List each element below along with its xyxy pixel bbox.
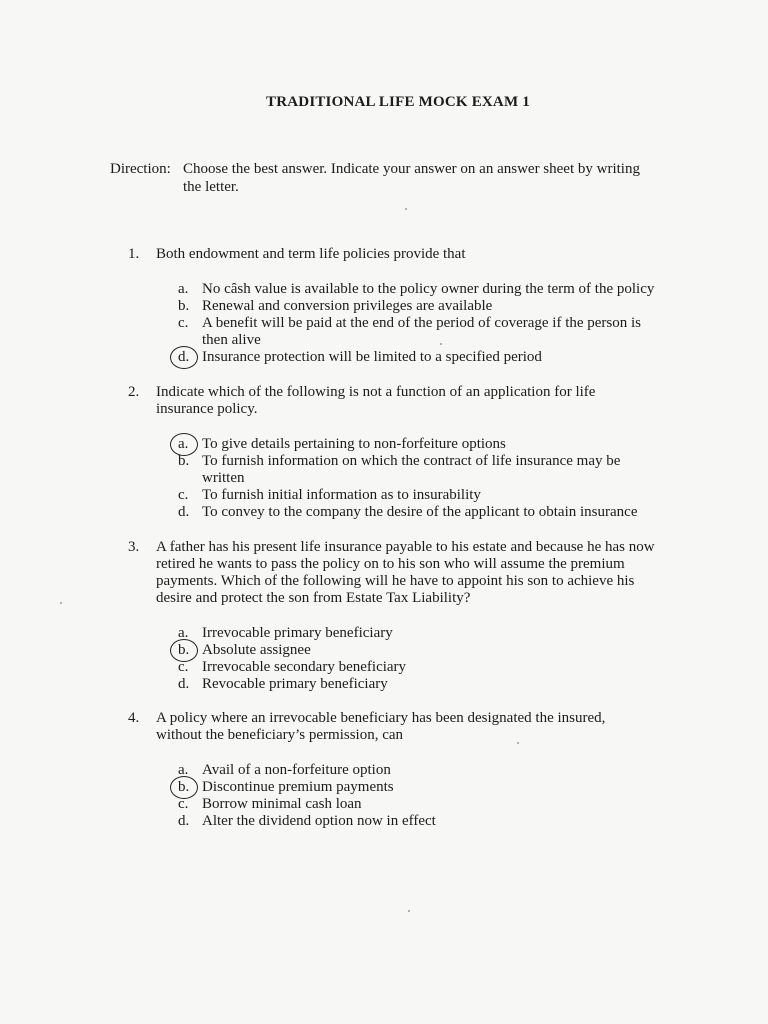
question-2 [128, 384, 688, 521]
direction-continuation: the letter. [183, 179, 239, 195]
option-text: Renewal and conversion privileges are available [202, 298, 493, 314]
question-4 [128, 710, 688, 830]
option-list [178, 436, 688, 521]
question-number: 2. [128, 384, 140, 400]
option-list [178, 625, 688, 693]
option-b [178, 453, 652, 487]
exam-title: TRADITIONAL LIFE MOCK EXAM 1 [266, 94, 530, 110]
option-text: Alter the dividend option now in effect [202, 813, 436, 829]
question-3 [128, 539, 688, 693]
option-c [178, 487, 688, 504]
option-a [178, 625, 688, 642]
direction-label: Direction: [110, 161, 171, 177]
option-letter: d. [178, 676, 190, 692]
scan-speck [440, 343, 442, 345]
option-d [178, 813, 688, 830]
option-letter: b. [178, 453, 190, 469]
option-letter: a. [178, 436, 189, 452]
option-text: A benefit will be paid at the end of the period of coverage if the person is then alive [202, 315, 642, 348]
option-b [178, 298, 688, 315]
question-text: Both endowment and term life policies provide that [156, 246, 466, 262]
option-d [178, 676, 688, 693]
option-c [178, 315, 647, 349]
option-letter: d. [178, 504, 190, 520]
question-number: 3. [128, 539, 140, 555]
option-letter: c. [178, 659, 189, 675]
option-letter: c. [178, 796, 189, 812]
option-text: Revocable primary beneficiary [202, 676, 388, 692]
option-letter: c. [178, 315, 189, 331]
option-letter: b. [178, 642, 190, 658]
scan-speck [60, 602, 62, 604]
option-text: To give details pertaining to non-forfeiture options [202, 436, 506, 452]
option-letter: d. [178, 349, 190, 365]
option-letter: a. [178, 281, 189, 297]
option-letter: a. [178, 762, 189, 778]
option-c [178, 796, 688, 813]
option-list [178, 281, 688, 366]
option-text: To furnish information on which the contract of life insurance may be written [202, 453, 621, 486]
option-a [178, 281, 688, 298]
direction-block [110, 160, 690, 196]
option-letter: b. [178, 298, 190, 314]
option-text: Borrow minimal cash loan [202, 796, 362, 812]
option-letter: b. [178, 779, 190, 795]
direction-text: Choose the best answer. Indicate your answer on an answer sheet by writing [183, 161, 640, 177]
option-b [178, 779, 688, 796]
option-text: Irrevocable primary beneficiary [202, 625, 393, 641]
scan-speck [405, 208, 407, 210]
option-text: Insurance protection will be limited to a specified period [202, 349, 542, 365]
option-letter: a. [178, 625, 189, 641]
question-text: A policy where an irrevocable beneficiary has been designated the insured, without the beneficiary’s permission, can [156, 710, 606, 743]
scan-speck [517, 742, 519, 744]
option-letter: c. [178, 487, 189, 503]
option-d [178, 349, 688, 366]
question-number: 4. [128, 710, 140, 726]
question-text: Indicate which of the following is not a function of an application for life insurance policy. [156, 384, 596, 417]
option-text: Discontinue premium payments [202, 779, 394, 795]
question-1 [128, 246, 688, 366]
question-text: A father has his present life insurance payable to his estate and because he has now retired he wants to pass the policy on to his son who will assume the premium payments. Which of the following will he have to appoint his son to achieve his desire and protect the son from Estate Tax Liability? [156, 539, 655, 606]
option-text: Avail of a non-forfeiture option [202, 762, 391, 778]
option-letter: d. [178, 813, 190, 829]
option-c [178, 659, 688, 676]
scan-speck [408, 910, 410, 912]
option-text: No cȃsh value is available to the policy owner during the term of the policy [202, 281, 655, 297]
option-d [178, 504, 688, 521]
option-list [178, 762, 688, 830]
option-a [178, 762, 688, 779]
option-a [178, 436, 688, 453]
option-b [178, 642, 688, 659]
question-number: 1. [128, 246, 140, 262]
option-text: To furnish initial information as to insurability [202, 487, 481, 503]
option-text: To convey to the company the desire of the applicant to obtain insurance [202, 504, 638, 520]
option-text: Irrevocable secondary beneficiary [202, 659, 407, 675]
option-text: Absolute assignee [202, 642, 311, 658]
